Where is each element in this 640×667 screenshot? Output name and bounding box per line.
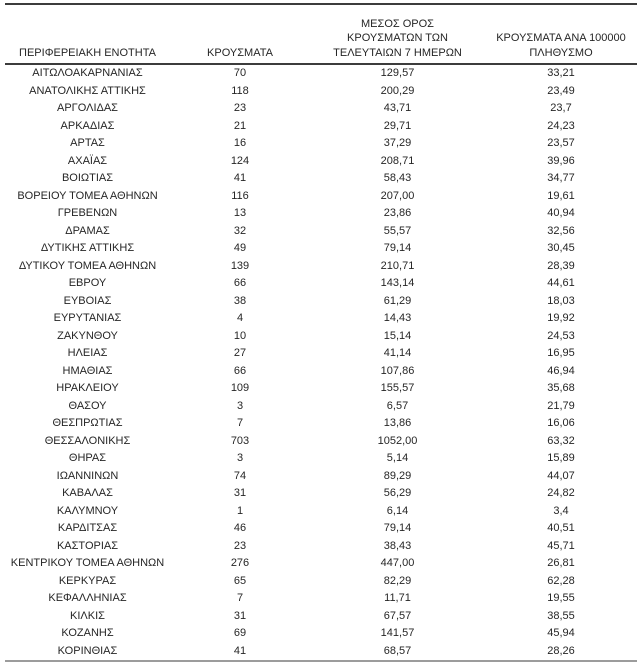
cell-regional-unit: ΔΡΑΜΑΣ — [65, 224, 110, 237]
cell-7day-average: 61,29 — [383, 294, 412, 307]
cell-cases: 21 — [233, 119, 247, 132]
cell-cases: 74 — [233, 469, 247, 482]
cell-cases: 139 — [230, 259, 250, 272]
cell-7day-average: 41,14 — [383, 347, 412, 359]
table-row — [5, 83, 637, 101]
table-row — [5, 188, 637, 206]
cell-regional-unit: ΚΑΛΥΜΝΟΥ — [56, 504, 119, 517]
table-row — [5, 485, 637, 503]
cell-cases: 10 — [233, 329, 247, 342]
cell-7day-average: 58,43 — [383, 172, 412, 184]
cell-cases-per-100k: 15,89 — [547, 452, 575, 464]
cell-regional-unit: ΑΡΓΟΛΙΔΑΣ — [57, 102, 118, 114]
cell-regional-unit: ΙΩΑΝΝΙΝΩΝ — [56, 469, 119, 482]
cell-cases: 66 — [233, 277, 247, 289]
cell-cases-per-100k: 23,7 — [550, 102, 572, 114]
cell-7day-average: 14,43 — [383, 312, 412, 324]
cell-7day-average: 79,14 — [383, 242, 412, 254]
cell-7day-average: 1052,00 — [377, 434, 418, 447]
table-row — [5, 363, 637, 381]
cell-cases-per-100k: 28,26 — [547, 644, 575, 657]
table-row — [5, 170, 637, 188]
table-row — [5, 380, 637, 398]
cell-regional-unit: ΚΕΦΑΛΛΗΝΙΑΣ — [48, 592, 127, 604]
cell-7day-average: 56,29 — [383, 487, 412, 499]
cell-cases: 116 — [231, 189, 249, 202]
table-row — [5, 64, 637, 83]
cell-cases-per-100k: 62,28 — [547, 574, 575, 587]
cell-7day-average: 208,71 — [380, 154, 415, 167]
cell-7day-average: 141,57 — [380, 627, 415, 639]
table-row — [5, 625, 637, 643]
column-header-regional-unit — [5, 4, 170, 64]
header-row — [5, 4, 637, 64]
column-header-cases-per-100k-line2: ΠΛΗΘΥΣΜΟ — [529, 46, 593, 59]
table-row — [5, 468, 637, 486]
table-row — [5, 345, 637, 363]
cell-cases-per-100k: 24,53 — [547, 329, 575, 342]
column-header-7day-average — [310, 4, 485, 64]
cell-regional-unit: ΑΡΚΑΔΙΑΣ — [60, 119, 115, 132]
cell-cases: 69 — [233, 627, 247, 639]
cell-regional-unit: ΔΥΤΙΚΗΣ ΑΤΤΙΚΗΣ — [40, 242, 135, 254]
cell-cases: 31 — [233, 609, 247, 622]
cell-cases-per-100k: 34,77 — [547, 172, 575, 184]
cell-7day-average: 210,71 — [380, 259, 415, 272]
column-header-cases-per-100k — [485, 4, 637, 64]
cell-cases: 16 — [233, 137, 247, 149]
cell-7day-average: 38,43 — [383, 539, 412, 552]
table-row — [5, 328, 637, 346]
cell-7day-average: 37,29 — [383, 137, 412, 149]
table-row — [5, 135, 637, 153]
column-header-7day-average-line2: ΚΡΟΥΣΜΑΤΩΝ ΤΩΝ — [347, 32, 448, 44]
cell-regional-unit: ΚΟΖΑΝΗΣ — [61, 627, 114, 639]
cell-regional-unit: ΖΑΚΥΝΘΟΥ — [57, 329, 118, 342]
table-row — [5, 555, 637, 573]
cell-cases-per-100k: 38,55 — [547, 609, 575, 622]
table-row — [5, 590, 637, 608]
cell-regional-unit: ΗΜΑΘΙΑΣ — [62, 364, 113, 377]
cell-cases-per-100k: 35,68 — [547, 382, 575, 394]
column-header-cases-per-100k-line1: ΚΡΟΥΣΜΑΤΑ ΑΝΑ 100000 — [496, 32, 626, 44]
table-row — [5, 310, 637, 328]
cell-cases-per-100k: 23,57 — [547, 137, 575, 149]
cell-cases: 3 — [236, 399, 244, 412]
cell-cases: 703 — [230, 434, 250, 447]
cell-cases-per-100k: 24,82 — [547, 487, 575, 499]
column-header-cases-line: ΚΡΟΥΣΜΑΤΑ — [207, 46, 273, 59]
table-row — [5, 520, 637, 538]
cell-regional-unit: ΗΡΑΚΛΕΙΟΥ — [56, 382, 119, 394]
cell-7day-average: 6,57 — [386, 399, 409, 412]
cell-cases: 70 — [233, 67, 247, 79]
cell-7day-average: 29,71 — [383, 119, 412, 132]
table-row — [5, 608, 637, 626]
cell-regional-unit: ΒΟΙΩΤΙΑΣ — [61, 172, 114, 184]
cell-cases-per-100k: 26,81 — [547, 557, 575, 569]
cell-7day-average: 82,29 — [383, 574, 412, 587]
cell-regional-unit: ΘΕΣΣΑΛΟΝΙΚΗΣ — [44, 434, 131, 447]
table-row — [5, 153, 637, 171]
cell-7day-average: 23,86 — [383, 207, 412, 219]
cell-cases: 65 — [233, 574, 247, 587]
cell-cases: 46 — [233, 522, 247, 534]
cell-cases: 66 — [233, 364, 247, 377]
cell-cases-per-100k: 33,21 — [547, 67, 575, 79]
cell-cases: 124 — [230, 154, 250, 167]
table-row — [5, 415, 637, 433]
cell-7day-average: 5,14 — [386, 452, 409, 464]
table-row — [5, 205, 637, 223]
cell-cases-per-100k: 19,92 — [547, 312, 575, 324]
cell-cases-per-100k: 16,95 — [547, 347, 575, 359]
cell-7day-average: 15,14 — [383, 329, 412, 342]
table-row — [5, 433, 637, 451]
cell-7day-average: 129,57 — [380, 67, 415, 79]
table-row — [5, 538, 637, 556]
cell-regional-unit: ΓΡΕΒΕΝΩΝ — [57, 207, 118, 219]
cell-cases-per-100k: 3,4 — [553, 504, 569, 517]
cell-7day-average: 89,29 — [383, 469, 412, 482]
table-row — [5, 275, 637, 293]
cell-cases-per-100k: 28,39 — [547, 259, 575, 272]
cell-cases: 31 — [233, 487, 247, 499]
cell-regional-unit: ΚΕΡΚΥΡΑΣ — [58, 574, 117, 587]
table-row — [5, 258, 637, 276]
table-row — [5, 450, 637, 468]
cell-regional-unit: ΕΥΡΥΤΑΝΙΑΣ — [53, 312, 122, 324]
cell-cases: 3 — [236, 452, 244, 464]
table-row — [5, 118, 637, 136]
cell-7day-average: 67,57 — [383, 609, 412, 622]
cell-7day-average: 200,29 — [380, 84, 415, 97]
cell-cases: 7 — [236, 417, 244, 429]
cell-cases: 1 — [236, 504, 244, 517]
cell-regional-unit: ΒΟΡΕΙΟΥ ΤΟΜΕΑ ΑΘΗΝΩΝ — [17, 189, 158, 202]
cell-regional-unit: ΘΕΣΠΡΩΤΙΑΣ — [52, 417, 123, 429]
cell-cases: 7 — [236, 592, 244, 604]
cell-7day-average: 13,86 — [383, 417, 412, 429]
table-row — [5, 240, 637, 258]
cell-7day-average: 155,57 — [380, 382, 415, 394]
cell-cases-per-100k: 44,07 — [547, 469, 575, 482]
table-row — [5, 503, 637, 521]
cell-cases: 118 — [231, 84, 249, 97]
column-header-regional-unit-line: ΠΕΡΙΦΕΡΕΙΑΚΗ ΕΝΟΤΗΤΑ — [19, 46, 156, 59]
cell-cases: 41 — [233, 644, 247, 657]
cell-cases-per-100k: 39,96 — [547, 154, 575, 167]
cell-cases-per-100k: 19,55 — [547, 592, 575, 604]
cell-regional-unit: ΚΑΒΑΛΑΣ — [62, 487, 113, 499]
cell-regional-unit: ΑΡΤΑΣ — [70, 137, 105, 149]
cell-cases-per-100k: 44,61 — [547, 277, 575, 289]
cell-regional-unit: ΑΧΑΪΑΣ — [67, 154, 108, 167]
column-header-cases — [170, 4, 310, 64]
cell-cases-per-100k: 45,94 — [547, 627, 575, 639]
cell-regional-unit: ΑΝΑΤΟΛΙΚΗΣ ΑΤΤΙΚΗΣ — [29, 84, 146, 97]
cases-table — [5, 3, 637, 662]
table-row — [5, 100, 637, 118]
cell-7day-average: 43,71 — [383, 102, 412, 114]
cell-regional-unit: ΕΒΡΟΥ — [68, 277, 107, 289]
cell-cases-per-100k: 18,03 — [547, 294, 575, 307]
cell-cases-per-100k: 40,51 — [547, 522, 575, 534]
cell-regional-unit: ΚΟΡΙΝΘΙΑΣ — [57, 644, 118, 657]
cell-cases-per-100k: 23,49 — [547, 84, 575, 97]
cell-cases-per-100k: 30,45 — [547, 242, 575, 254]
cell-cases-per-100k: 19,61 — [547, 189, 575, 202]
cell-7day-average: 207,00 — [380, 189, 415, 202]
cell-regional-unit: ΗΛΕΙΑΣ — [67, 347, 108, 359]
table-row — [5, 293, 637, 311]
cell-regional-unit: ΕΥΒΟΙΑΣ — [63, 294, 112, 307]
cell-regional-unit: ΑΙΤΩΛΟΑΚΑΡΝΑΝΙΑΣ — [32, 67, 143, 79]
cell-cases: 32 — [233, 224, 247, 237]
column-header-7day-average-line3: ΤΕΛΕΥΤΑΙΩΝ 7 ΗΜΕΡΩΝ — [333, 46, 462, 59]
cell-regional-unit: ΔΥΤΙΚΟΥ ΤΟΜΕΑ ΑΘΗΝΩΝ — [18, 259, 157, 272]
cell-regional-unit: ΚΑΣΤΟΡΙΑΣ — [56, 539, 119, 552]
table-row — [5, 223, 637, 241]
table-row — [5, 643, 637, 662]
cell-regional-unit: ΘΑΣΟΥ — [68, 399, 107, 412]
cell-regional-unit: ΚΙΛΚΙΣ — [70, 609, 105, 622]
column-header-7day-average-line1: ΜΕΣΟΣ ΟΡΟΣ — [361, 17, 434, 30]
cell-7day-average: 107,86 — [380, 364, 415, 377]
cell-cases-per-100k: 45,71 — [547, 539, 575, 552]
cell-cases: 27 — [233, 347, 247, 359]
cell-cases-per-100k: 21,79 — [547, 399, 575, 412]
cell-cases: 276 — [230, 557, 250, 569]
cell-cases: 23 — [233, 539, 247, 552]
table-row — [5, 573, 637, 591]
cell-7day-average: 143,14 — [380, 277, 415, 289]
cell-cases: 4 — [236, 312, 244, 324]
cell-cases-per-100k: 24,23 — [547, 119, 575, 132]
cell-cases: 41 — [233, 172, 247, 184]
cell-cases-per-100k: 40,94 — [547, 207, 575, 219]
cases-table-container — [5, 3, 637, 662]
cell-7day-average: 447,00 — [380, 557, 415, 569]
cell-regional-unit: ΚΕΝΤΡΙΚΟΥ ΤΟΜΕΑ ΑΘΗΝΩΝ — [10, 557, 165, 569]
cell-cases: 109 — [230, 382, 250, 394]
cell-regional-unit: ΘΗΡΑΣ — [68, 452, 107, 464]
cell-cases: 13 — [233, 207, 247, 219]
cell-cases-per-100k: 46,94 — [547, 364, 575, 377]
cell-7day-average: 68,57 — [383, 644, 412, 657]
cell-cases: 49 — [233, 242, 247, 254]
cell-cases: 38 — [233, 294, 247, 307]
table-row — [5, 398, 637, 416]
cell-cases: 23 — [233, 102, 247, 114]
cell-cases-per-100k: 32,56 — [547, 224, 575, 237]
cell-7day-average: 55,57 — [383, 224, 412, 237]
cell-7day-average: 79,14 — [383, 522, 412, 534]
cell-7day-average: 6,14 — [386, 504, 409, 517]
cell-cases-per-100k: 16,06 — [547, 417, 575, 429]
cell-cases-per-100k: 63,32 — [547, 434, 575, 447]
cell-7day-average: 11,71 — [384, 592, 411, 604]
table-body — [5, 64, 637, 661]
cell-regional-unit: ΚΑΡΔΙΤΣΑΣ — [57, 522, 118, 534]
